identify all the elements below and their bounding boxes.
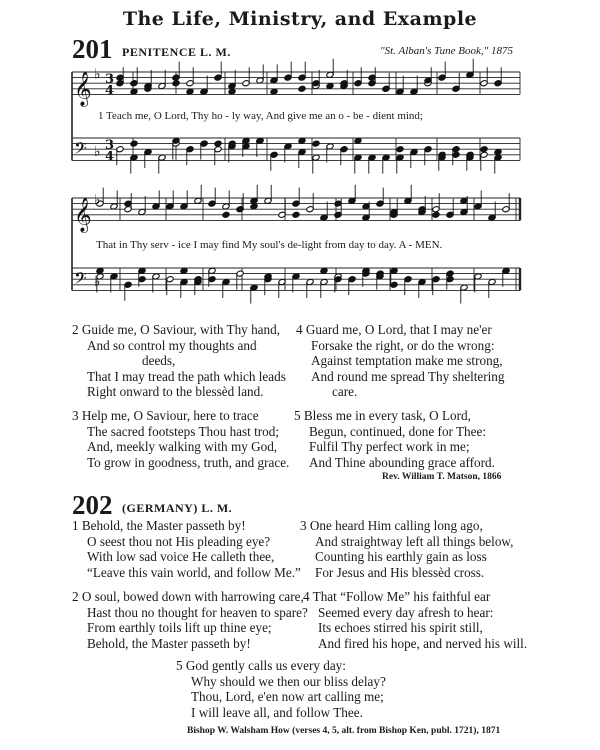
hymn-201-tune: PENITENCE L. M. xyxy=(122,45,231,59)
verse-line: Thou, Lord, e'en now art calling me; xyxy=(191,689,384,704)
verse-line: I will leave all, and follow Thee. xyxy=(191,704,363,720)
verse-line: Its echoes stirred his spirit still, xyxy=(318,620,483,635)
verse-line: The sacred footsteps Thou hast trod; xyxy=(87,423,280,439)
bass-clef-icon: 𝄢 xyxy=(74,267,87,292)
hymn-202-verse-2 xyxy=(72,589,307,651)
verse-line: deeds, xyxy=(142,353,176,368)
verse-line: 3 Help me, O Saviour, here to trace xyxy=(72,408,259,423)
note-head xyxy=(222,211,230,218)
note-head xyxy=(382,85,390,92)
verse-line: Begun, continued, done for Thee: xyxy=(309,423,487,439)
flat-sign-icon: ♭ xyxy=(94,66,101,83)
time-signature: 3 xyxy=(105,72,115,88)
hymn-202-number: 202 xyxy=(72,490,113,520)
verse-line: care. xyxy=(332,384,358,399)
hymn-201-verse-3 xyxy=(72,408,297,470)
verse-line: Behold, the Master passeth by! xyxy=(87,635,251,651)
hymn-201-verse-4 xyxy=(296,322,526,400)
verse-line: 5 Bless me in every task, O Lord, xyxy=(294,408,471,423)
hymn-201-number: 201 xyxy=(72,34,113,64)
verse-line: 4 Guard me, O Lord, that I may ne'er xyxy=(296,322,492,337)
note-head xyxy=(298,85,306,92)
verse-line: And, meekly walking with my God, xyxy=(87,439,278,454)
verse-line: And Thine abounding grace afford. xyxy=(309,454,495,470)
time-signature: 4 xyxy=(105,149,115,165)
hymn-201-credit: Rev. William T. Matson, 1866 xyxy=(382,472,502,482)
verse-line: 2 Guide me, O Saviour, with Thy hand, xyxy=(72,322,281,337)
verse-line: And so control my thoughts and xyxy=(87,337,257,353)
hymn-202-verse-4 xyxy=(303,589,528,651)
hymn-201-lyric-line-1: 1 Teach me, O Lord, Thy ho - ly way, And give me an o - be - dient mind; xyxy=(98,110,423,122)
verse-line: 4 That “Follow Me” his faithful ear xyxy=(303,589,491,604)
verse-line: Forsake the right, or do the wrong: xyxy=(311,337,495,353)
hymn-201-verse-5 xyxy=(294,408,524,470)
verse-line: “Leave this vain world, and follow Me.” xyxy=(87,564,301,580)
verse-line: And straightway left all things below, xyxy=(315,533,514,549)
time-signature: 4 xyxy=(105,83,115,99)
verse-line: That I may tread the path which leads xyxy=(87,368,286,384)
hymn-201-lyric-line-2: That in Thy serv - ice I may find My soul's de-light from day to day. A - MEN. xyxy=(96,239,443,251)
verse-line: And round me spread Thy sheltering xyxy=(311,368,505,384)
verse-line: O seest thou not His pleading eye? xyxy=(87,533,271,549)
verse-line: Hast thou no thought for heaven to spare? xyxy=(87,604,308,620)
verse-line: With low sad voice He calleth thee, xyxy=(87,549,275,564)
verse-line: To grow in goodness, truth, and grace. xyxy=(87,454,290,470)
verse-line: Why should we then our bliss delay? xyxy=(191,673,386,689)
verse-line: And fired his hope, and nerved his will. xyxy=(318,635,528,651)
time-signature: 3 xyxy=(105,138,115,154)
note-head xyxy=(292,211,300,218)
verse-line: 1 Behold, the Master passeth by! xyxy=(72,518,246,533)
hymn-202-verse-1 xyxy=(72,518,301,580)
verse-line: From earthly toils lift up thine eye; xyxy=(87,620,272,635)
hymn-202-tune: (GERMANY) L. M. xyxy=(122,501,233,515)
note-head xyxy=(480,146,488,153)
hymn-201-verse-2 xyxy=(72,322,297,400)
flat-sign-icon: ♭ xyxy=(94,143,101,160)
note-head xyxy=(172,80,180,87)
page-header-title: The Life, Ministry, and Example xyxy=(122,8,478,30)
music-score xyxy=(0,0,600,320)
verse-line: Fulfil Thy perfect work in me; xyxy=(309,439,470,454)
verse-line: 5 God gently calls us every day: xyxy=(176,658,346,673)
flat-sign-icon: ♭ xyxy=(94,192,101,209)
note-head xyxy=(130,140,138,147)
note-head xyxy=(214,140,222,147)
note-head xyxy=(312,140,320,147)
note-head xyxy=(432,211,440,218)
verse-line: Seemed every day afresh to hear: xyxy=(318,604,494,620)
verse-line: Counting his earthly gain as loss xyxy=(315,549,487,564)
treble-clef-icon: 𝄞 xyxy=(74,71,92,107)
note-head xyxy=(396,146,404,153)
verse-line: 3 One heard Him calling long ago, xyxy=(300,518,483,533)
verse-line: 2 O soul, bowed down with harrowing care, xyxy=(72,589,304,604)
verse-line: For Jesus and His blessèd cross. xyxy=(315,564,485,580)
verse-line: Against temptation make me strong, xyxy=(311,353,503,368)
hymn-201-source: "St. Alban's Tune Book," 1875 xyxy=(380,45,513,57)
treble-clef-icon: 𝄞 xyxy=(74,197,92,233)
note-head xyxy=(200,140,208,147)
flat-sign-icon: ♭ xyxy=(94,273,101,290)
bass-clef-icon: 𝄢 xyxy=(74,137,87,162)
hymn-202-verse-3 xyxy=(300,518,525,580)
hymn-202-credit: Bishop W. Walsham How (verses 4, 5, alt. from Bishop Ken, publ. 1721), 1871 xyxy=(187,726,501,736)
hymn-202-verse-5 xyxy=(176,658,416,720)
verse-line: Right onward to the blessèd land. xyxy=(87,384,264,399)
